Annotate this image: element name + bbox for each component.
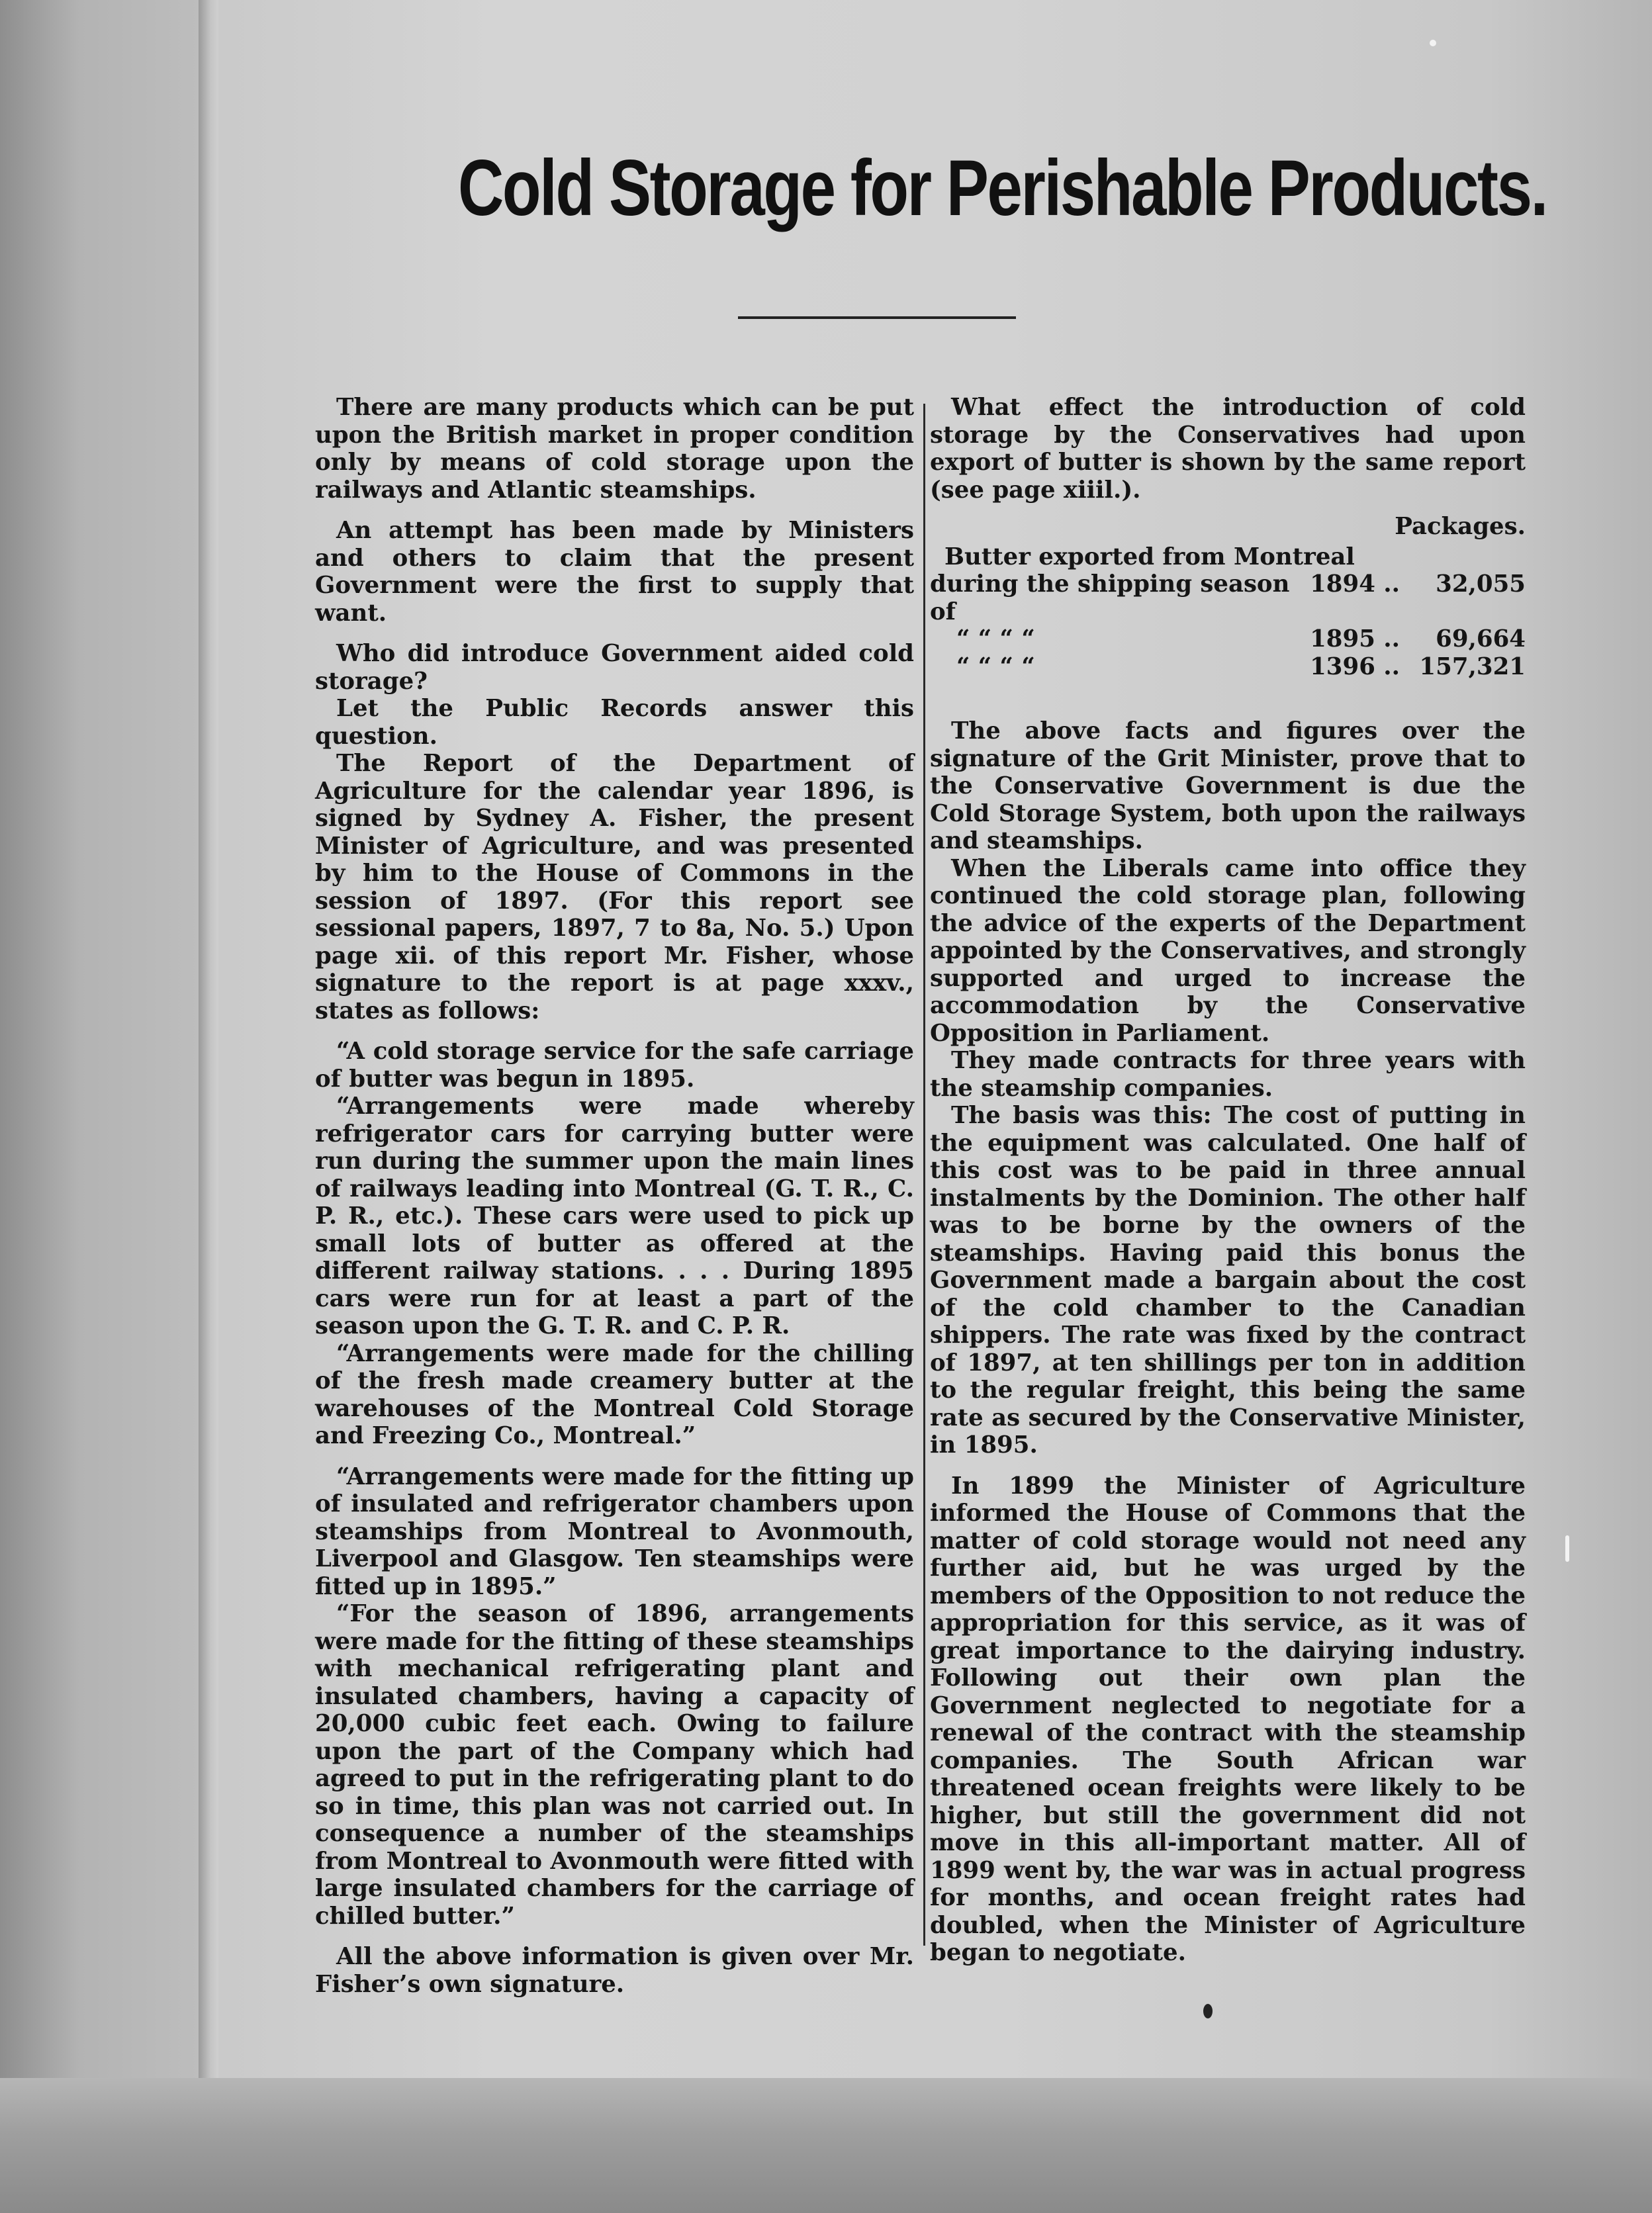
table-heading: Packages. — [1395, 513, 1526, 540]
scratch-mark — [1430, 40, 1436, 46]
table-row — [930, 543, 1526, 571]
row-year: 1894 .. — [1310, 570, 1400, 598]
table-row — [930, 570, 1526, 625]
paragraph: When the Liberals came into office they continued the cold storage plan, following the advice of the experts of the Department appointed by the Conservatives, and strongly supported and urged to increase the accommodation by the Conservative Opposition in Parliament. — [930, 854, 1526, 1047]
ink-spot — [1203, 2004, 1213, 2018]
row-year: 1895 .. — [1310, 625, 1400, 653]
bottom-shadow-band — [0, 2078, 1652, 2213]
row-label: during the shipping season of — [930, 570, 1290, 625]
scratch-mark — [1565, 1535, 1569, 1562]
paragraph: What effect the introduction of cold storage by the Conservatives had upon export of butter is shown by the same report (see page xiiil.). — [930, 394, 1526, 504]
row-value: 157,321 — [1419, 653, 1526, 680]
quoted-paragraph: “Arrangements were made for the chilling of the fresh made creamery butter at the warehouses of the Montreal Cold Storage and Freezing Co., Montreal.” — [315, 1339, 914, 1449]
paragraph: They made contracts for three years with the steamship companies. — [930, 1047, 1526, 1102]
paragraph: Who did introduce Government aided cold storage? — [315, 640, 914, 695]
adjacent-page-strip — [0, 0, 199, 2213]
paragraph: In 1899 the Minister of Agriculture informed the House of Commons that the matter of cold storage would not need any further aid, but he was urged by the members of the Opposition to not reduce the appropriation for this service, as it was of great importance to the dairying industry. Following out their own plan the Government neglected to negotiate for a renewal of the contract with the steamship companies. The South African war threatened ocean freights were likely to be higher, but still the government did not move in this all-important matter. All of 1899 went by, the war was in actual progress for months, and ocean freight rates had doubled, when the Minister of Agriculture began to negotiate. — [930, 1472, 1526, 1966]
quoted-paragraph: “For the season of 1896, arrangements were made for the fitting of these steamships with mechanical refrigerating plant and insulated chambers, having a capacity of 20,000 cubic feet each. Owing to failure upon the part of the Company which had agreed to put in the refrigerating plant to do so in time, this plan was not carried out. In consequence a number of the steamships from Montreal to Avonmouth were fitted with large insulated chambers for the carriage of chilled butter.” — [315, 1600, 914, 1930]
paragraph: The basis was this: The cost of putting in the equipment was calculated. One half of this cost was to be paid in three annual instalments by the Dominion. The other half was to be borne by the owners of the steamships. Having paid this bonus the Government made a bargain about the cost of the cold chamber to the Canadian shippers. The rate was fixed by the contract of 1897, at ten shillings per ton in addition to the regular freight, this being the same rate as secured by the Conservative Minister, in 1895. — [930, 1102, 1526, 1459]
paragraph: An attempt has been made by Ministers and others to claim that the present Government were the first to supply that want. — [315, 517, 914, 627]
paragraph: Let the Public Records answer this question. — [315, 695, 914, 750]
row-label: “ “ “ “ — [956, 625, 1035, 653]
quoted-paragraph: “Arrangements were made whereby refrigerator cars for carrying butter were run during the summer upon the main lines of railways leading into Montreal (G. T. R., C. P. R., etc.). These cars were used to pick up small lots of butter as offered at the different railway stations. . . . During 1895 cars were run for at least a part of the season upon the G. T. R. and C. P. R. — [315, 1093, 914, 1339]
quoted-paragraph: “A cold storage service for the safe carriage of butter was begun in 1895. — [315, 1038, 914, 1093]
left-column — [315, 394, 914, 1998]
right-column — [930, 394, 1526, 1967]
row-value: 69,664 — [1436, 625, 1526, 653]
column-divider — [923, 404, 925, 1946]
paragraph: There are many products which can be put upon the British market in proper condition only by means of cold storage upon the railways and Atlantic steamships. — [315, 394, 914, 504]
butter-export-table — [930, 543, 1526, 681]
paragraph: All the above information is given over Mr. Fisher’s own signature. — [315, 1943, 914, 1998]
table-row — [930, 625, 1526, 653]
paragraph: The above facts and figures over the signature of the Grit Minister, prove that to the Conservative Government is due the Cold Storage System, both upon the railways and steamships. — [930, 717, 1526, 854]
paragraph: The Report of the Department of Agriculture for the calendar year 1896, is signed by Sydney A. Fisher, the present Minister of Agriculture, and was presented by him to the House of Commons in the session of 1897. (For this report see sessional papers, 1897, 7 to 8a, No. 5.) Upon page xii. of this report Mr. Fisher, whose signature to the report is at page xxxv., states as follows: — [315, 750, 914, 1024]
row-value: 32,055 — [1436, 570, 1526, 598]
page-title: Cold Storage for Perishable Products. — [458, 144, 1547, 232]
row-year: 1396 .. — [1310, 653, 1400, 680]
title-rule — [738, 316, 1016, 319]
table-row — [930, 653, 1526, 681]
row-label: Butter exported from Montreal — [944, 543, 1355, 570]
row-label: “ “ “ “ — [956, 653, 1035, 680]
quoted-paragraph: “Arrangements were made for the fitting up of insulated and refrigerator chambers upon steamships from Montreal to Avonmouth, Liverpool and Glasgow. Ten steamships were fitted up in 1895.” — [315, 1463, 914, 1600]
page-fold — [199, 0, 218, 2213]
